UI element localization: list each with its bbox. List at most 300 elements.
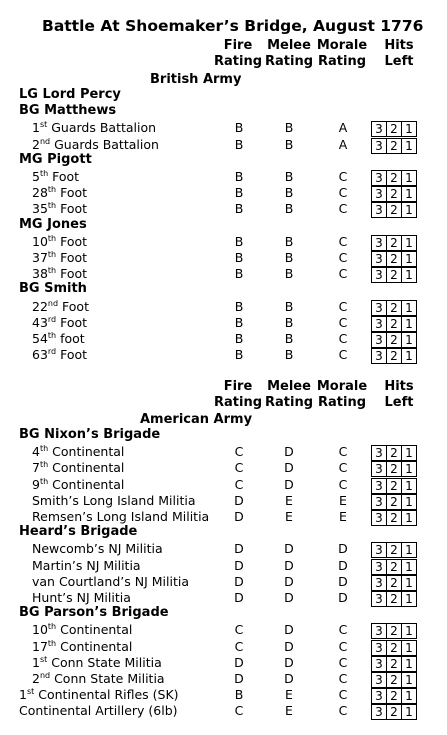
unit-ordinal-suffix: st	[39, 654, 48, 664]
morale-rating: C	[338, 703, 348, 719]
morale-rating: C	[338, 622, 348, 638]
melee-rating: D	[284, 590, 294, 605]
melee-rating: D	[284, 444, 294, 460]
hits-left-boxes	[371, 138, 417, 154]
hits-left-boxes	[371, 202, 417, 218]
hit-box-2: 2	[387, 333, 402, 347]
unit-name	[32, 299, 89, 314]
morale-rating: C	[338, 476, 348, 492]
hit-box-1: 1	[405, 511, 413, 525]
british-commander-12: BG Smith	[19, 281, 87, 297]
melee-rating: D	[284, 654, 294, 670]
fire-rating: B	[234, 136, 244, 152]
hits-left-boxes	[371, 445, 417, 461]
hit-box-3: 3	[372, 252, 387, 266]
hit-box-3: 3	[372, 576, 387, 590]
unit-name-text: Foot	[58, 298, 89, 314]
hit-box-3: 3	[372, 236, 387, 250]
melee-rating: B	[284, 136, 294, 152]
header-line-1: Hits	[384, 38, 414, 53]
unit-name-text: Foot	[56, 266, 88, 282]
hit-box-2: 2	[387, 187, 402, 201]
hit-box-3: 3	[372, 479, 387, 493]
american-header-1	[259, 379, 319, 411]
unit-name	[32, 185, 87, 200]
army-label-british: British Army	[150, 72, 242, 87]
hit-box-2: 2	[387, 576, 402, 590]
header-line-2: Rating	[317, 54, 366, 69]
header-line-1: Fire	[223, 379, 253, 394]
melee-rating: D	[284, 460, 294, 476]
fire-rating: D	[234, 671, 244, 686]
unit-number: 38	[32, 266, 48, 282]
hit-box-3: 3	[372, 462, 387, 476]
american-commander-6: Heard’s Brigade	[19, 524, 138, 540]
british-commander-4: MG Pigott	[19, 151, 92, 167]
fire-rating: D	[234, 573, 244, 589]
hit-box-3: 3	[372, 139, 387, 153]
hits-left-boxes	[371, 332, 417, 348]
fire-rating: B	[234, 250, 244, 265]
unit-ordinal-suffix: th	[47, 638, 57, 648]
unit-number: 1	[32, 654, 40, 670]
fire-rating: B	[234, 201, 244, 217]
fire-rating: B	[234, 331, 244, 346]
army-label-american: American Army	[140, 412, 253, 427]
fire-rating: B	[234, 687, 244, 703]
melee-rating: B	[284, 314, 294, 330]
hit-box-3: 3	[372, 689, 387, 703]
hit-box-3: 3	[372, 446, 387, 460]
unit-number: 54	[32, 331, 48, 346]
morale-rating: D	[338, 541, 348, 557]
hits-left-boxes	[371, 316, 417, 332]
unit-ordinal-suffix: rd	[47, 314, 57, 324]
hit-box-2: 2	[387, 349, 402, 363]
unit-name	[32, 331, 85, 346]
morale-rating: C	[338, 201, 348, 217]
unit-ordinal-suffix: th	[39, 444, 49, 454]
morale-rating: D	[338, 590, 348, 605]
melee-rating: E	[285, 492, 293, 508]
hits-left-boxes	[371, 121, 417, 137]
hit-box-1: 1	[405, 252, 413, 266]
hit-box-2: 2	[387, 139, 402, 153]
morale-rating: C	[338, 266, 348, 282]
melee-rating: B	[284, 250, 294, 265]
header-line-1: Melee	[267, 379, 311, 394]
unit-number: 1	[32, 120, 40, 136]
fire-rating: D	[234, 654, 244, 670]
morale-rating: C	[338, 233, 348, 249]
hit-box-1: 1	[405, 705, 413, 720]
unit-number: 2	[32, 136, 40, 152]
unit-name	[32, 137, 159, 152]
unit-ordinal-suffix: nd	[47, 298, 59, 308]
melee-rating: D	[284, 476, 294, 492]
unit-name	[32, 493, 196, 508]
hit-box-1: 1	[405, 462, 413, 477]
unit-number: 9	[32, 476, 40, 492]
fire-rating: C	[234, 638, 244, 654]
unit-number: 10	[32, 233, 48, 249]
hits-left-boxes	[371, 300, 417, 316]
american-header-2	[312, 379, 372, 411]
unit-name-text: Foot	[56, 185, 88, 201]
unit-number: 1	[19, 687, 27, 703]
hit-box-3: 3	[372, 560, 387, 574]
american-header-3	[369, 379, 429, 411]
hits-left-boxes	[371, 170, 417, 186]
melee-rating: B	[284, 185, 294, 201]
hit-box-1: 1	[405, 122, 413, 137]
hit-box-1: 1	[405, 203, 413, 218]
unit-name	[32, 590, 131, 605]
unit-name	[32, 671, 165, 686]
hit-box-2: 2	[387, 203, 402, 217]
page-title: Battle At Shoemaker’s Bridge, August 1776	[42, 17, 424, 35]
melee-rating: D	[284, 573, 294, 589]
hits-left-boxes	[371, 623, 417, 639]
hit-box-3: 3	[372, 301, 387, 315]
morale-rating: C	[338, 638, 348, 654]
hit-box-2: 2	[387, 236, 402, 250]
hits-left-boxes	[371, 510, 417, 526]
morale-rating: D	[338, 557, 348, 573]
hit-box-2: 2	[387, 495, 402, 509]
morale-rating: E	[339, 492, 347, 508]
melee-rating: B	[284, 120, 294, 136]
unit-name-text: Newcomb’s NJ Militia	[32, 541, 163, 557]
morale-rating: C	[338, 654, 348, 670]
unit-name-text: Remsen’s Long Island Militia	[32, 509, 210, 524]
hit-box-1: 1	[405, 559, 413, 574]
unit-ordinal-suffix: th	[47, 266, 57, 276]
hit-box-2: 2	[387, 462, 402, 476]
morale-rating: C	[338, 185, 348, 201]
unit-name-text: Guards Battalion	[50, 136, 159, 152]
hit-box-2: 2	[387, 705, 402, 719]
hit-box-3: 3	[372, 641, 387, 655]
header-line-1: Hits	[384, 379, 414, 394]
melee-rating: D	[284, 557, 294, 573]
unit-name	[32, 315, 87, 330]
hit-box-1: 1	[405, 575, 413, 590]
melee-rating: B	[284, 233, 294, 249]
unit-name	[32, 120, 156, 135]
morale-rating: C	[338, 347, 348, 363]
unit-name-text: Foot	[56, 233, 88, 249]
morale-rating: C	[338, 250, 348, 265]
unit-name	[32, 444, 124, 459]
header-line-1: Morale	[316, 379, 368, 394]
unit-name-text: Continental Rifles (SK)	[34, 687, 179, 703]
hits-left-boxes	[371, 267, 417, 283]
hit-box-3: 3	[372, 171, 387, 185]
hit-box-2: 2	[387, 268, 402, 282]
hit-box-1: 1	[405, 235, 413, 250]
hit-box-3: 3	[372, 673, 387, 687]
hit-box-2: 2	[387, 689, 402, 703]
unit-name-text: Foot	[56, 314, 88, 330]
unit-name-text: Conn State Militia	[50, 671, 165, 686]
unit-number: 10	[32, 622, 48, 638]
hit-box-2: 2	[387, 673, 402, 687]
hits-left-boxes	[371, 494, 417, 510]
american-commander-11: BG Parson’s Brigade	[19, 605, 169, 621]
unit-name-text: Continental	[48, 476, 125, 492]
fire-rating: B	[234, 233, 244, 249]
hit-box-2: 2	[387, 641, 402, 655]
melee-rating: E	[285, 703, 293, 719]
hit-box-3: 3	[372, 592, 387, 606]
unit-number: 35	[32, 201, 48, 217]
morale-rating: C	[338, 687, 348, 703]
unit-name	[32, 477, 124, 492]
unit-name	[32, 639, 132, 654]
hit-box-3: 3	[372, 543, 387, 557]
fire-rating: B	[234, 169, 244, 184]
british-commander-1: BG Matthews	[19, 103, 117, 119]
unit-name-text: Foot	[56, 250, 88, 265]
unit-ordinal-suffix: st	[26, 687, 35, 697]
fire-rating: C	[234, 622, 244, 638]
hit-box-1: 1	[405, 349, 413, 364]
unit-name	[32, 574, 189, 589]
hit-box-1: 1	[405, 543, 413, 558]
unit-name-text: Continental Artillery (6lb)	[19, 703, 178, 719]
unit-name	[32, 234, 87, 249]
fire-rating: D	[234, 509, 244, 524]
melee-rating: D	[284, 541, 294, 557]
unit-number: 7	[32, 460, 40, 476]
fire-rating: B	[234, 120, 244, 136]
melee-rating: B	[284, 266, 294, 282]
unit-ordinal-suffix: th	[39, 169, 49, 178]
morale-rating: D	[338, 573, 348, 589]
morale-rating: C	[338, 444, 348, 460]
unit-ordinal-suffix: st	[39, 120, 48, 130]
hit-box-1: 1	[405, 689, 413, 704]
unit-number: 43	[32, 314, 48, 330]
hits-left-boxes	[371, 672, 417, 688]
british-commander-8: MG Jones	[19, 216, 87, 232]
unit-number: 28	[32, 185, 48, 201]
british-header-3	[369, 38, 429, 70]
british-header-2	[312, 38, 372, 70]
hit-box-1: 1	[405, 316, 413, 331]
unit-name	[32, 201, 87, 216]
hits-left-boxes	[371, 461, 417, 477]
fire-rating: B	[234, 266, 244, 282]
hits-left-boxes	[371, 640, 417, 656]
british-commander-0: LG Lord Percy	[19, 87, 121, 102]
morale-rating: A	[338, 120, 348, 136]
header-line-2: Left	[384, 395, 414, 410]
fire-rating: D	[234, 590, 244, 605]
unit-number: 5	[32, 169, 40, 184]
hit-box-1: 1	[405, 300, 413, 315]
unit-number: 2	[32, 671, 40, 686]
header-line-2: Rating	[213, 395, 262, 410]
hit-box-3: 3	[372, 203, 387, 217]
header-line-2: Left	[384, 54, 414, 69]
unit-ordinal-suffix: th	[39, 460, 49, 470]
unit-ordinal-suffix: th	[47, 622, 57, 632]
header-line-1: Morale	[316, 38, 368, 53]
hit-box-2: 2	[387, 252, 402, 266]
unit-ordinal-suffix: th	[47, 185, 57, 195]
unit-ordinal-suffix: th	[47, 233, 57, 243]
unit-ordinal-suffix: th	[47, 331, 57, 340]
hit-box-1: 1	[405, 333, 413, 347]
morale-rating: C	[338, 314, 348, 330]
unit-number: 37	[32, 250, 48, 265]
unit-name	[32, 250, 87, 265]
fire-rating: B	[234, 347, 244, 363]
hit-box-2: 2	[387, 301, 402, 315]
hit-box-1: 1	[405, 494, 413, 509]
fire-rating: D	[234, 492, 244, 508]
morale-rating: C	[338, 169, 348, 184]
hits-left-boxes	[371, 656, 417, 672]
unit-name	[19, 687, 179, 702]
melee-rating: D	[284, 671, 294, 686]
header-line-1: Melee	[267, 38, 311, 53]
hit-box-3: 3	[372, 187, 387, 201]
unit-name-text: Continental	[48, 460, 125, 476]
melee-rating: D	[284, 622, 294, 638]
hit-box-1: 1	[405, 624, 413, 639]
unit-ordinal-suffix: th	[47, 201, 57, 211]
header-line-2: Rating	[317, 395, 366, 410]
hits-left-boxes	[371, 478, 417, 494]
unit-number: 22	[32, 298, 48, 314]
fire-rating: B	[234, 298, 244, 314]
unit-name-text: Smith’s Long Island Militia	[32, 492, 196, 508]
unit-name-text: van Courtland’s NJ Militia	[32, 573, 189, 589]
unit-name-text: Continental	[56, 622, 133, 638]
hit-box-1: 1	[405, 138, 413, 153]
unit-ordinal-suffix: th	[39, 476, 49, 486]
fire-rating: C	[234, 703, 244, 719]
fire-rating: C	[234, 444, 244, 460]
unit-ordinal-suffix: nd	[39, 136, 51, 146]
hit-box-3: 3	[372, 317, 387, 331]
hits-left-boxes	[371, 186, 417, 202]
hit-box-2: 2	[387, 511, 402, 525]
hits-left-boxes	[371, 591, 417, 607]
unit-number: 63	[32, 347, 48, 363]
fire-rating: D	[234, 541, 244, 557]
hit-box-3: 3	[372, 122, 387, 136]
hit-box-2: 2	[387, 657, 402, 671]
hit-box-2: 2	[387, 560, 402, 574]
morale-rating: C	[338, 671, 348, 686]
unit-ordinal-suffix: th	[47, 250, 57, 259]
morale-rating: C	[338, 460, 348, 476]
hit-box-1: 1	[405, 673, 413, 687]
hit-box-1: 1	[405, 187, 413, 202]
unit-name	[32, 622, 132, 637]
unit-name-text: Foot	[56, 201, 88, 217]
fire-rating: C	[234, 460, 244, 476]
hit-box-2: 2	[387, 317, 402, 331]
header-line-2: Rating	[264, 395, 313, 410]
hit-box-2: 2	[387, 446, 402, 460]
unit-name	[32, 347, 87, 362]
hit-box-2: 2	[387, 122, 402, 136]
fire-rating: B	[234, 185, 244, 201]
hit-box-3: 3	[372, 495, 387, 509]
hits-left-boxes	[371, 575, 417, 591]
hit-box-2: 2	[387, 479, 402, 493]
unit-name	[32, 655, 162, 670]
american-commander-0: BG Nixon’s Brigade	[19, 427, 161, 442]
melee-rating: D	[284, 638, 294, 654]
hit-box-2: 2	[387, 171, 402, 185]
unit-name	[32, 541, 163, 556]
hits-left-boxes	[371, 235, 417, 251]
hit-box-3: 3	[372, 333, 387, 347]
melee-rating: B	[284, 331, 294, 346]
melee-rating: B	[284, 298, 294, 314]
unit-ordinal-suffix: nd	[39, 671, 51, 680]
melee-rating: E	[285, 687, 293, 703]
header-line-2: Rating	[264, 54, 313, 69]
unit-name-text: Hunt’s NJ Militia	[32, 590, 131, 605]
unit-ordinal-suffix: rd	[47, 347, 57, 357]
unit-name-text: Foot	[56, 347, 88, 363]
unit-number: 4	[32, 444, 40, 460]
hit-box-1: 1	[405, 171, 413, 185]
hit-box-2: 2	[387, 592, 402, 606]
hit-box-1: 1	[405, 640, 413, 655]
unit-name	[32, 509, 209, 524]
unit-name	[32, 169, 79, 184]
melee-rating: E	[285, 509, 293, 524]
morale-rating: E	[339, 509, 347, 524]
melee-rating: B	[284, 347, 294, 363]
hit-box-2: 2	[387, 543, 402, 557]
fire-rating: B	[234, 314, 244, 330]
morale-rating: A	[338, 136, 348, 152]
unit-name	[19, 703, 178, 718]
hit-box-3: 3	[372, 705, 387, 719]
hit-box-2: 2	[387, 624, 402, 638]
unit-name-text: Foot	[48, 169, 80, 184]
hits-left-boxes	[371, 542, 417, 558]
hit-box-3: 3	[372, 657, 387, 671]
header-line-2: Rating	[213, 54, 262, 69]
hits-left-boxes	[371, 688, 417, 704]
unit-name-text: Martin’s NJ Militia	[32, 557, 141, 573]
unit-name-text: Conn State Militia	[47, 654, 162, 670]
hit-box-3: 3	[372, 349, 387, 363]
hit-box-1: 1	[405, 592, 413, 606]
unit-name	[32, 460, 124, 475]
hits-left-boxes	[371, 704, 417, 720]
unit-number: 17	[32, 638, 48, 654]
hit-box-1: 1	[405, 478, 413, 493]
hit-box-3: 3	[372, 268, 387, 282]
hit-box-1: 1	[405, 268, 413, 283]
unit-name	[32, 558, 141, 573]
unit-name-text: foot	[56, 331, 85, 346]
header-line-1: Fire	[223, 38, 253, 53]
melee-rating: B	[284, 201, 294, 217]
unit-name-text: Guards Battalion	[47, 120, 157, 136]
